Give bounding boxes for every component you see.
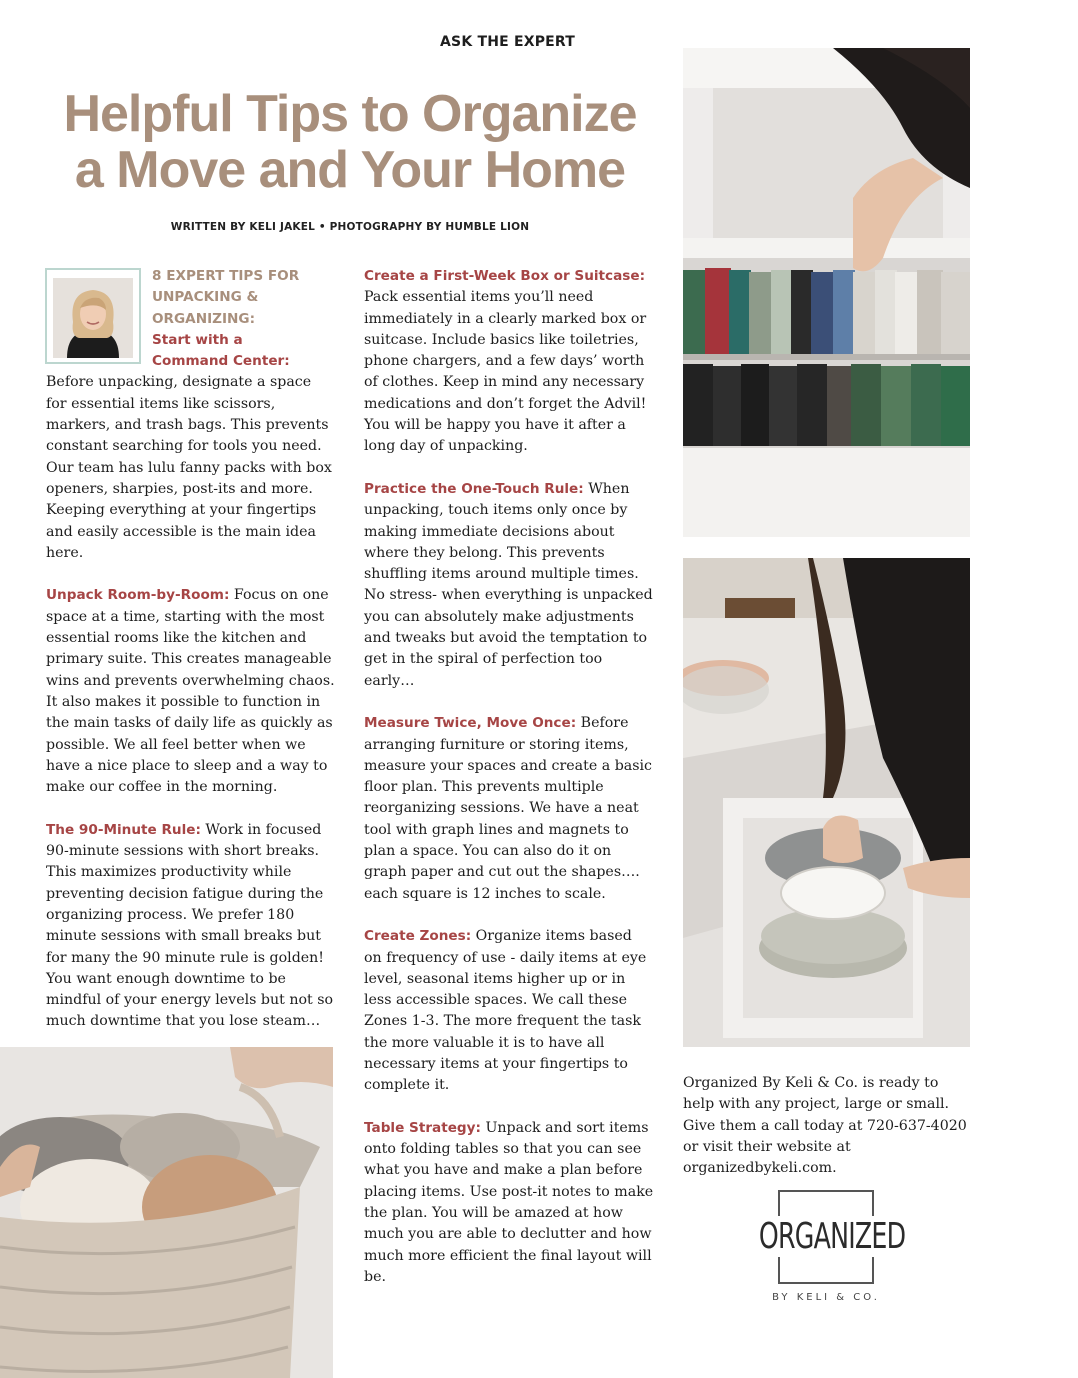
tip-6-title: Measure Twice, Move Once:: [364, 715, 577, 732]
tip-2-title: Unpack Room-by-Room:: [46, 587, 230, 604]
tip-4-title: Create a First-Week Box or Suitcase:: [364, 268, 646, 284]
section-label: ASK THE EXPERT: [440, 34, 576, 50]
intro-heading-line-3: ORGANIZING:: [152, 310, 256, 327]
intro-heading-line-1: 8 EXPERT TIPS FOR: [152, 268, 300, 284]
tip-5-text: When unpacking, touch items only once by making immediate decisions about where they belong. This prevents shuffling items around multiple times. No stress- when everything is unpacked you can absolutely make adjustments and tweaks but avoid the temptation to get in the spiral of perfection too early…: [364, 480, 653, 689]
tip-7-text: Organize items based on frequency of use - daily items at eye level, seasonal items higher up or in less accessible spaces. We call these Zones 1-3. The more frequent the task the more valuable it is to have all necessary items at your fingertips to complete it.: [364, 928, 647, 1094]
tip-7-title: Create Zones:: [364, 928, 472, 945]
towel-basket-photo: [0, 1047, 333, 1378]
article-title: [40, 86, 660, 198]
tip-4: [364, 266, 654, 458]
tip-8-text: Unpack and sort items onto folding tables so that you can see what you have and make a plan before placing items. Use post-it notes to make the plan. You will be amazed at how much you are able to declutter and how much more efficient the final layout will be.: [364, 1119, 654, 1285]
tip-3-text: Work in focused 90-minute sessions with short breaks. This maximizes productivity while preventing decision fatigue during the organizing process. We prefer 180 minute sessions with small breaks but for many the 90 minute rule is golden! You want enough downtime to be mindful of your energy levels but not so much downtime that you lose steam…: [46, 821, 334, 1030]
tip-6: [364, 713, 654, 905]
title-line-2: a Move and Your Home: [74, 141, 626, 199]
intro-heading: [46, 266, 336, 372]
tip-8-title: Table Strategy:: [364, 1119, 481, 1136]
tip-5-title: Practice the One-Touch Rule:: [364, 480, 584, 497]
closing-text: Organized By Keli & Co. is ready to help with any project, large or small. Give them a call today at 720-637-4020 or visit their website at organizedbykeli.com.: [683, 1075, 967, 1177]
tip-5: [364, 479, 654, 692]
tip-1-title-line-2: Command Center:: [152, 353, 290, 370]
tip-4-text: Pack essential items you’ll need immediately in a clearly marked box or suitcase. Include basics like toiletries, phone chargers, and a few days’ worth of clothes. Keep in mind any necessary medications and don’t forget the Advil! You will be happy you have it after a long day of unpacking.: [364, 289, 647, 455]
closet-drawer-photo: [683, 48, 970, 537]
tip-1-title-line-1: Start with a: [152, 331, 243, 348]
byline: WRITTEN BY KELI JAKEL • PHOTOGRAPHY BY HUMBLE LION: [170, 221, 530, 233]
tip-6-text: Before arranging furniture or storing items, measure your spaces and create a basic floor plan. This prevents multiple reorganizing sessions. We have a neat tool with graph lines and magnets to plan a space. You can also do it on graph paper and cut out the shapes…. each square is 12 inches to scale.: [364, 715, 653, 902]
tip-8: [364, 1118, 654, 1288]
tip-2: [46, 585, 336, 798]
tip-3: [46, 820, 336, 1033]
column-2: [364, 266, 654, 1310]
tip-1-text: Before unpacking, designate a space for essential items like scissors, markers, and trash bags. This prevents constant searching for tools you need. Our team has lulu fanny packs with box openers, sharpies, post-its and more. Keeping everything at your fingertips and easily accessible is the main idea here.: [46, 374, 332, 561]
tip-7: [364, 926, 654, 1096]
kitchen-drawer-photo: [683, 558, 970, 1047]
tip-2-text: Focus on one space at a time, starting with the most essential rooms like the kitchen and primary suite. This creates manageable wins and prevents overwhelming chaos. It also makes it possible to function in the main tasks of daily life as quickly as possible. We all feel better when we have a nice place to sleep and a way to make our coffee in the morning.: [46, 587, 335, 796]
column-1: [46, 266, 336, 1054]
logo-tagline: BY KELI & CO.: [772, 1292, 880, 1303]
logo-wordmark: ORGANIZED: [758, 1216, 906, 1257]
title-line-1: Helpful Tips to Organize: [63, 85, 637, 143]
intro-heading-line-2: UNPACKING &: [152, 289, 259, 306]
tip-3-title: The 90-Minute Rule:: [46, 821, 201, 838]
